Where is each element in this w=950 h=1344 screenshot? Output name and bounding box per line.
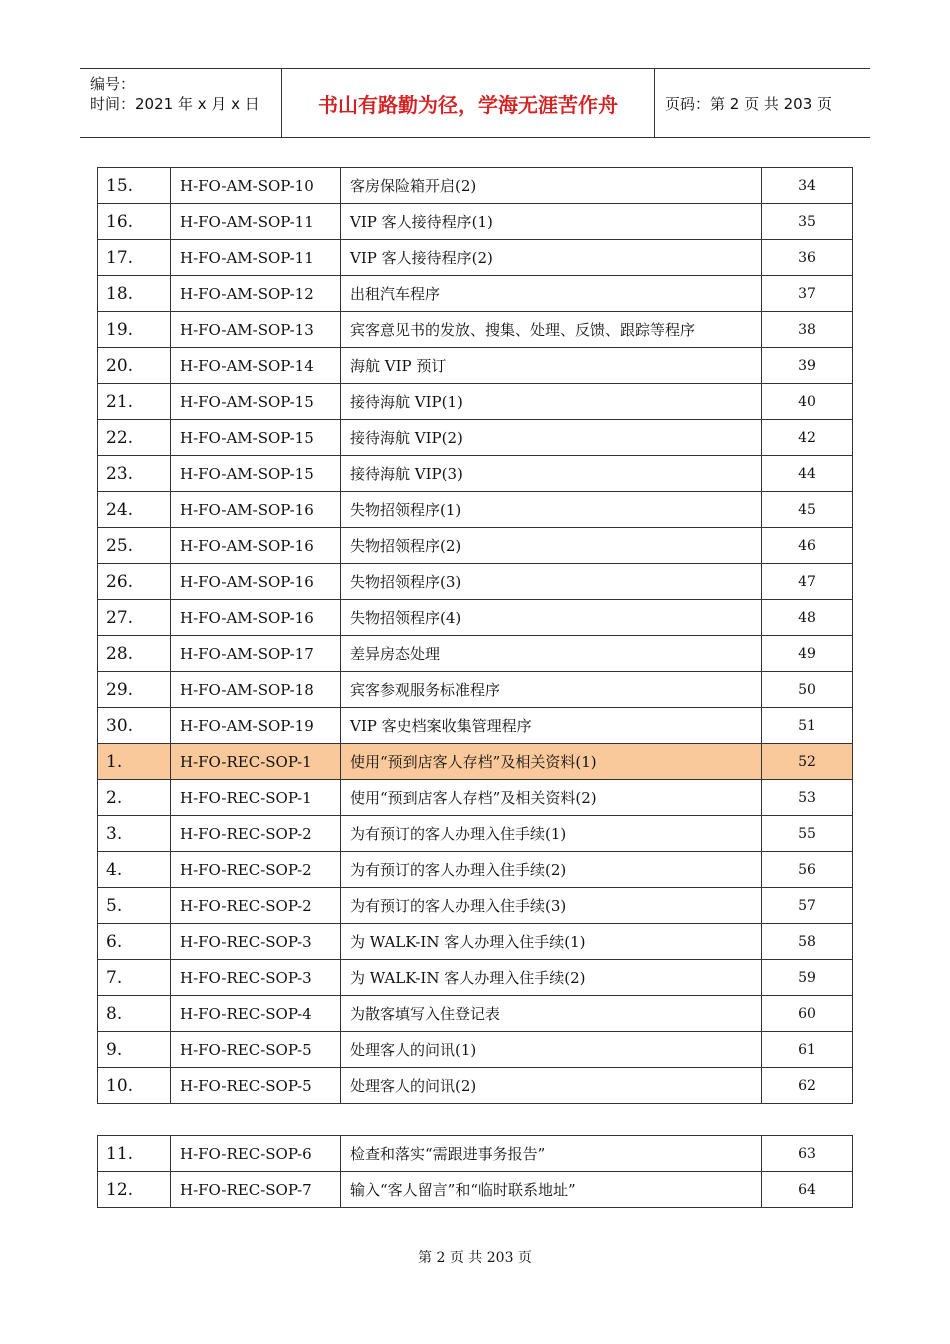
page-number: 45	[762, 492, 853, 528]
sop-title: 失物招领程序(3)	[341, 564, 762, 600]
table-row	[98, 528, 853, 564]
row-number: 24.	[98, 492, 171, 528]
page-number: 62	[762, 1068, 853, 1104]
row-number: 23.	[98, 456, 171, 492]
sop-title: 海航 VIP 预订	[341, 348, 762, 384]
sop-code: H-FO-AM-SOP-16	[171, 492, 341, 528]
table-row	[98, 384, 853, 420]
document-date: 时间：2021 年 x 月 x 日	[90, 95, 260, 113]
sop-code: H-FO-REC-SOP-1	[171, 780, 341, 816]
sop-code: H-FO-REC-SOP-5	[171, 1032, 341, 1068]
header-page-code: 页码：第 2 页 共 203 页	[665, 94, 833, 113]
row-number: 29.	[98, 672, 171, 708]
sop-code: H-FO-AM-SOP-15	[171, 420, 341, 456]
sop-title: 差异房态处理	[341, 636, 762, 672]
row-number: 16.	[98, 204, 171, 240]
table-row	[98, 564, 853, 600]
sop-title: 输入“客人留言”和“临时联系地址”	[341, 1172, 762, 1208]
page-number: 52	[762, 744, 853, 780]
sop-code: H-FO-AM-SOP-16	[171, 564, 341, 600]
row-number: 11.	[98, 1136, 171, 1172]
table-row	[98, 168, 853, 204]
sop-code: H-FO-REC-SOP-1	[171, 744, 341, 780]
sop-code: H-FO-AM-SOP-16	[171, 600, 341, 636]
table-row	[98, 348, 853, 384]
row-number: 26.	[98, 564, 171, 600]
sop-code: H-FO-REC-SOP-6	[171, 1136, 341, 1172]
table-row	[98, 204, 853, 240]
sop-title: 为有预订的客人办理入住手续(2)	[341, 852, 762, 888]
table-row	[98, 960, 853, 996]
page-number: 46	[762, 528, 853, 564]
row-number: 27.	[98, 600, 171, 636]
page-number: 64	[762, 1172, 853, 1208]
sop-code: H-FO-REC-SOP-7	[171, 1172, 341, 1208]
page-number: 53	[762, 780, 853, 816]
row-number: 12.	[98, 1172, 171, 1208]
page-number: 42	[762, 420, 853, 456]
table-row	[98, 492, 853, 528]
sop-title: 接待海航 VIP(1)	[341, 384, 762, 420]
sop-code: H-FO-AM-SOP-11	[171, 240, 341, 276]
sop-code: H-FO-AM-SOP-18	[171, 672, 341, 708]
sop-code: H-FO-AM-SOP-14	[171, 348, 341, 384]
sop-code: H-FO-REC-SOP-3	[171, 924, 341, 960]
page-number: 40	[762, 384, 853, 420]
sop-code: H-FO-REC-SOP-4	[171, 996, 341, 1032]
sop-title: 为 WALK-IN 客人办理入住手续(2)	[341, 960, 762, 996]
sop-title: 处理客人的问讯(1)	[341, 1032, 762, 1068]
page-number: 56	[762, 852, 853, 888]
header-motto-cell	[281, 69, 655, 137]
sop-title: 接待海航 VIP(2)	[341, 420, 762, 456]
sop-title: 为 WALK-IN 客人办理入住手续(1)	[341, 924, 762, 960]
page-number: 38	[762, 312, 853, 348]
sop-title: 出租汽车程序	[341, 276, 762, 312]
table-row	[98, 852, 853, 888]
page-number: 34	[762, 168, 853, 204]
sop-title: 失物招领程序(4)	[341, 600, 762, 636]
row-number: 15.	[98, 168, 171, 204]
row-number: 17.	[98, 240, 171, 276]
table-row	[98, 1032, 853, 1068]
page-number: 49	[762, 636, 853, 672]
sop-title: 使用“预到店客人存档”及相关资料(2)	[341, 780, 762, 816]
row-number: 19.	[98, 312, 171, 348]
sop-code: H-FO-REC-SOP-2	[171, 888, 341, 924]
table-row	[98, 456, 853, 492]
page-number: 58	[762, 924, 853, 960]
sop-code: H-FO-AM-SOP-12	[171, 276, 341, 312]
row-number: 8.	[98, 996, 171, 1032]
sop-code: H-FO-AM-SOP-15	[171, 456, 341, 492]
table-row	[98, 1172, 853, 1208]
sop-title: 宾客意见书的发放、搜集、处理、反馈、跟踪等程序	[341, 312, 762, 348]
table-row	[98, 672, 853, 708]
row-number: 22.	[98, 420, 171, 456]
sop-code: H-FO-AM-SOP-10	[171, 168, 341, 204]
table-row	[98, 636, 853, 672]
table-row	[98, 888, 853, 924]
sop-title: 为有预订的客人办理入住手续(1)	[341, 816, 762, 852]
sop-title: 宾客参观服务标准程序	[341, 672, 762, 708]
row-number: 9.	[98, 1032, 171, 1068]
toc-table-main	[97, 167, 853, 1104]
row-number: 30.	[98, 708, 171, 744]
row-number: 7.	[98, 960, 171, 996]
page-header	[80, 68, 870, 138]
table-row	[98, 420, 853, 456]
page-number: 59	[762, 960, 853, 996]
sop-title: 为有预订的客人办理入住手续(3)	[341, 888, 762, 924]
row-number: 18.	[98, 276, 171, 312]
header-page-cell	[655, 69, 870, 137]
toc-table-continued	[97, 1135, 853, 1208]
row-number: 28.	[98, 636, 171, 672]
header-meta	[80, 69, 280, 137]
sop-code: H-FO-REC-SOP-3	[171, 960, 341, 996]
sop-title: 客房保险箱开启(2)	[341, 168, 762, 204]
page-number: 60	[762, 996, 853, 1032]
row-number: 2.	[98, 780, 171, 816]
row-number: 10.	[98, 1068, 171, 1104]
sop-code: H-FO-REC-SOP-2	[171, 816, 341, 852]
page-footer: 第 2 页 共 203 页	[418, 1250, 532, 1266]
page-number: 35	[762, 204, 853, 240]
table-row	[98, 312, 853, 348]
page-number: 55	[762, 816, 853, 852]
row-number: 4.	[98, 852, 171, 888]
table-row	[98, 276, 853, 312]
sop-code: H-FO-REC-SOP-2	[171, 852, 341, 888]
table-row	[98, 1068, 853, 1104]
page-number: 63	[762, 1136, 853, 1172]
row-number: 5.	[98, 888, 171, 924]
page-number: 47	[762, 564, 853, 600]
sop-code: H-FO-REC-SOP-5	[171, 1068, 341, 1104]
page-number: 39	[762, 348, 853, 384]
sop-title: 失物招领程序(1)	[341, 492, 762, 528]
sop-title: VIP 客史档案收集管理程序	[341, 708, 762, 744]
sop-title: 失物招领程序(2)	[341, 528, 762, 564]
page-number: 50	[762, 672, 853, 708]
table-row	[98, 708, 853, 744]
row-number: 6.	[98, 924, 171, 960]
table-row	[98, 780, 853, 816]
table-row	[98, 996, 853, 1032]
table-row	[98, 924, 853, 960]
sop-title: 为散客填写入住登记表	[341, 996, 762, 1032]
sop-code: H-FO-AM-SOP-11	[171, 204, 341, 240]
sop-title: VIP 客人接待程序(1)	[341, 204, 762, 240]
page-number: 61	[762, 1032, 853, 1068]
header-motto: 书山有路勤为径，学海无涯苦作舟	[318, 92, 618, 117]
row-number: 21.	[98, 384, 171, 420]
document-number: 编号：	[90, 75, 136, 93]
table-row	[98, 1136, 853, 1172]
sop-title: 检查和落实“需跟进事务报告”	[341, 1136, 762, 1172]
sop-code: H-FO-AM-SOP-15	[171, 384, 341, 420]
sop-code: H-FO-AM-SOP-16	[171, 528, 341, 564]
page-number: 51	[762, 708, 853, 744]
table-row	[98, 744, 853, 780]
table-row	[98, 240, 853, 276]
row-number: 25.	[98, 528, 171, 564]
row-number: 20.	[98, 348, 171, 384]
page-number: 48	[762, 600, 853, 636]
sop-title: 接待海航 VIP(3)	[341, 456, 762, 492]
sop-title: 使用“预到店客人存档”及相关资料(1)	[341, 744, 762, 780]
row-number: 1.	[98, 744, 171, 780]
row-number: 3.	[98, 816, 171, 852]
sop-title: VIP 客人接待程序(2)	[341, 240, 762, 276]
sop-code: H-FO-AM-SOP-17	[171, 636, 341, 672]
page-number: 36	[762, 240, 853, 276]
sop-code: H-FO-AM-SOP-19	[171, 708, 341, 744]
table-row	[98, 816, 853, 852]
page-number: 37	[762, 276, 853, 312]
page-number: 44	[762, 456, 853, 492]
page-number: 57	[762, 888, 853, 924]
sop-title: 处理客人的问讯(2)	[341, 1068, 762, 1104]
table-row	[98, 600, 853, 636]
sop-code: H-FO-AM-SOP-13	[171, 312, 341, 348]
